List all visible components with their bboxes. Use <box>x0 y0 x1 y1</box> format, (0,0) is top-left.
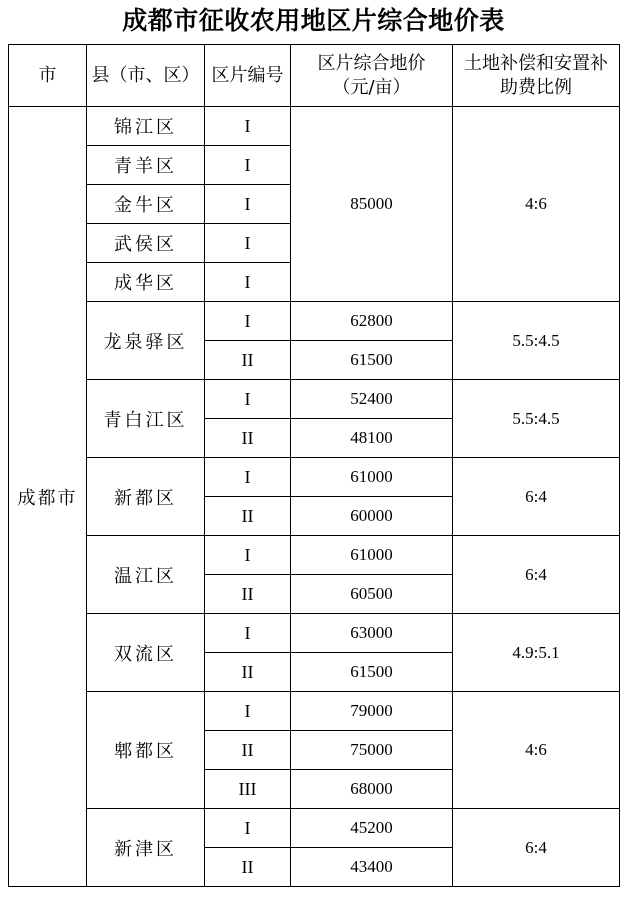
district-name: 郫都区 <box>87 692 205 809</box>
zone-price: 60000 <box>291 497 453 536</box>
zone-number: II <box>205 341 291 380</box>
zone-price: 48100 <box>291 419 453 458</box>
zone-price: 60500 <box>291 575 453 614</box>
zone-number: II <box>205 731 291 770</box>
header-zone-number: 区片编号 <box>205 45 291 107</box>
compensation-ratio: 4:6 <box>453 107 620 302</box>
zone-number: I <box>205 146 291 185</box>
zone-number: I <box>205 692 291 731</box>
header-ratio-line-2: 助费比例 <box>500 76 572 98</box>
district-name: 青白江区 <box>87 380 205 458</box>
zone-number: II <box>205 419 291 458</box>
district-name: 双流区 <box>87 614 205 692</box>
zone-number: I <box>205 458 291 497</box>
city-cell: 成都市 <box>9 107 87 887</box>
compensation-ratio: 6:4 <box>453 536 620 614</box>
zone-number: I <box>205 302 291 341</box>
page-title: 成都市征收农用地区片综合地价表 <box>122 6 505 35</box>
table-row <box>9 302 620 341</box>
district-name: 锦江区 <box>87 107 205 146</box>
header-ratio-line-1: 土地补偿和安置补 <box>464 52 608 74</box>
zone-price: 63000 <box>291 614 453 653</box>
district-name: 金牛区 <box>87 185 205 224</box>
zone-number: II <box>205 653 291 692</box>
zone-price: 85000 <box>291 107 453 302</box>
table-row <box>9 107 620 146</box>
compensation-ratio: 4.9:5.1 <box>453 614 620 692</box>
table-row <box>9 614 620 653</box>
zone-number: I <box>205 809 291 848</box>
header-row <box>9 45 620 107</box>
header-zone-price <box>291 45 453 107</box>
compensation-ratio: 6:4 <box>453 809 620 887</box>
district-name: 青羊区 <box>87 146 205 185</box>
zone-number: I <box>205 107 291 146</box>
district-name: 温江区 <box>87 536 205 614</box>
table-row <box>9 536 620 575</box>
table-row <box>9 380 620 419</box>
zone-number: II <box>205 575 291 614</box>
zone-price: 68000 <box>291 770 453 809</box>
land-price-table <box>8 44 620 887</box>
zone-number: I <box>205 536 291 575</box>
zone-number: II <box>205 848 291 887</box>
district-name: 武侯区 <box>87 224 205 263</box>
zone-number: II <box>205 497 291 536</box>
compensation-ratio: 5.5:4.5 <box>453 302 620 380</box>
zone-price: 61000 <box>291 536 453 575</box>
compensation-ratio: 6:4 <box>453 458 620 536</box>
zone-price: 62800 <box>291 302 453 341</box>
compensation-ratio: 5.5:4.5 <box>453 380 620 458</box>
zone-price: 61500 <box>291 341 453 380</box>
header-zone-price-unit: （元/亩） <box>332 76 411 98</box>
zone-price: 79000 <box>291 692 453 731</box>
header-county: 县（市、区） <box>87 45 205 107</box>
district-name: 成华区 <box>87 263 205 302</box>
zone-price: 75000 <box>291 731 453 770</box>
compensation-ratio: 4:6 <box>453 692 620 809</box>
table-row <box>9 809 620 848</box>
zone-price: 45200 <box>291 809 453 848</box>
zone-price: 61000 <box>291 458 453 497</box>
zone-number: I <box>205 224 291 263</box>
table-row <box>9 692 620 731</box>
zone-number: I <box>205 185 291 224</box>
table-row <box>9 458 620 497</box>
zone-price: 52400 <box>291 380 453 419</box>
zone-price: 43400 <box>291 848 453 887</box>
header-city: 市 <box>9 45 87 107</box>
district-name: 新都区 <box>87 458 205 536</box>
header-zone-price-line: 区片综合地价 <box>317 52 426 74</box>
header-compensation-ratio <box>453 45 620 107</box>
district-name: 新津区 <box>87 809 205 887</box>
zone-price: 61500 <box>291 653 453 692</box>
zone-number: I <box>205 614 291 653</box>
zone-number: III <box>205 770 291 809</box>
zone-number: I <box>205 263 291 302</box>
zone-number: I <box>205 380 291 419</box>
district-name: 龙泉驿区 <box>87 302 205 380</box>
